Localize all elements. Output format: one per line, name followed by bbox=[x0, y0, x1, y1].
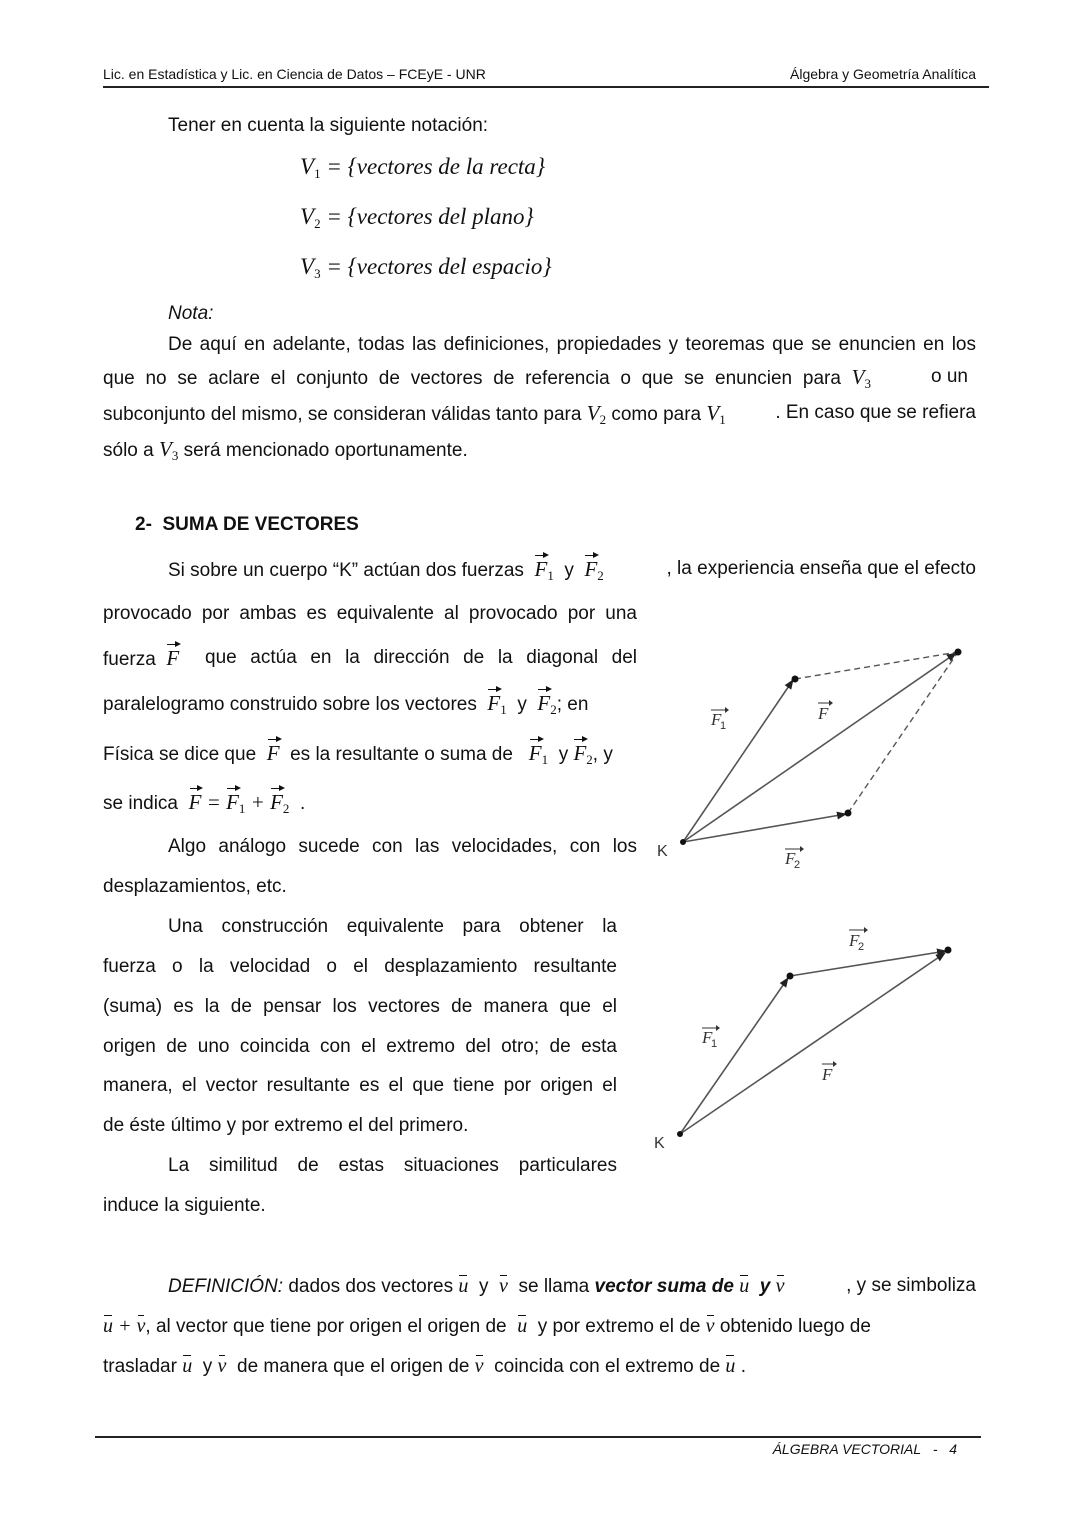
para3-line1: Una construcción equivalente para obtener la bbox=[168, 916, 617, 937]
definition-line3: trasladar u y v de manera que el origen de v coincida con el extremo de u . bbox=[103, 1355, 746, 1377]
label-f1-fig2 bbox=[701, 1025, 720, 1050]
figure-triangle bbox=[640, 915, 980, 1155]
para2-line2: desplazamientos, etc. bbox=[103, 876, 287, 897]
dashed-side-right bbox=[848, 652, 958, 813]
para3-line5: manera, el vector resultante es el que tiene por origen el bbox=[103, 1075, 617, 1096]
origin-k-label: K bbox=[657, 843, 668, 860]
para1-line5: Física se dice que F es la resultante o suma de $F_1$ y $F_2$, y bbox=[103, 741, 613, 767]
svg-text:F: F bbox=[702, 1028, 713, 1047]
para1-line4: paralelogramo construido sobre los vectores $F_1$ y $F_2$; en bbox=[103, 691, 589, 717]
svg-text:2: 2 bbox=[794, 859, 801, 871]
nota-line1: De aquí en adelante, todas las definiciones, propiedades y teoremas que se enuncien en los bbox=[168, 334, 976, 355]
header-rule bbox=[103, 86, 989, 88]
svg-text:F: F bbox=[711, 710, 722, 729]
definition-line1: DEFINICIÓN: dados dos vectores u y v se llama vector suma de u y v bbox=[168, 1275, 785, 1297]
svg-text:1: 1 bbox=[720, 720, 727, 732]
para4-line1: La similitud de estas situaciones particulares bbox=[168, 1155, 617, 1176]
section-heading: 2- SUMA DE VECTORES bbox=[135, 514, 359, 535]
svg-text:F: F bbox=[822, 1065, 833, 1084]
svg-text:F: F bbox=[849, 931, 860, 950]
page-number: 4 bbox=[949, 1441, 957, 1457]
label-f-fig1 bbox=[817, 700, 833, 723]
para1-line2: provocado por ambas es equivalente al provocado por una bbox=[103, 603, 637, 624]
para3-line4: origen de uno coincida con el extremo del otro; de esta bbox=[103, 1036, 617, 1057]
svg-text:F: F bbox=[785, 849, 796, 868]
nota-line2: que no se aclare el conjunto de vectores de referencia o que se enuncien para $V_3$ bbox=[103, 365, 871, 391]
vector-f-arrow bbox=[683, 653, 956, 842]
para3-line2: fuerza o la velocidad o el desplazamiento resultante bbox=[103, 956, 617, 977]
dashed-side-top bbox=[795, 652, 958, 679]
para3-line3: (suma) es la de pensar los vectores de manera que el bbox=[103, 996, 617, 1017]
intro-text: Tener en cuenta la siguiente notación: bbox=[168, 115, 489, 136]
vector-f2-arrow-fig2 bbox=[790, 951, 946, 976]
label-f-fig2 bbox=[821, 1061, 837, 1084]
origin-k-label-fig2: K bbox=[654, 1135, 665, 1152]
vector-f2-arrow bbox=[683, 814, 846, 842]
para1-line6: se indica $F = F_1 + F_2$ . bbox=[103, 790, 306, 816]
nota-title: Nota: bbox=[168, 303, 214, 324]
svg-text:2: 2 bbox=[858, 941, 865, 953]
nota-line4: sólo a $V_3$ será mencionado oportunamente. bbox=[103, 437, 468, 463]
para1-line3b: que actúa en la dirección de la diagonal del bbox=[205, 647, 637, 668]
label-f1-fig1 bbox=[710, 707, 729, 732]
label-f2-fig1 bbox=[784, 846, 804, 871]
nota-line3c: . En caso que se refiera bbox=[775, 402, 976, 423]
para1-line3a: fuerza F bbox=[103, 646, 180, 670]
definition-line2: u + v, al vector que tiene por origen el origen de u y por extremo el de v obtenido luego de bbox=[103, 1315, 871, 1337]
label-f2-fig2 bbox=[848, 927, 868, 953]
footer-rule bbox=[95, 1436, 981, 1438]
para3-line6: de éste último y por extremo el del primero. bbox=[103, 1115, 469, 1136]
vector-f1-arrow bbox=[683, 680, 793, 842]
para4-line2: induce la siguiente. bbox=[103, 1195, 266, 1216]
vector-f-arrow-fig2 bbox=[680, 953, 945, 1134]
svg-text:1: 1 bbox=[711, 1038, 718, 1050]
set-v2: $V_2$ = {vectores del plano} bbox=[300, 204, 534, 231]
vector-f1-arrow-fig2 bbox=[680, 978, 788, 1134]
para2-line1: Algo análogo sucede con las velocidades, con los bbox=[168, 836, 637, 857]
svg-text:F: F bbox=[818, 704, 829, 723]
figure-parallelogram bbox=[640, 630, 1000, 880]
nota-line3a: subconjunto del mismo, se consideran válidas tanto para $V_2$ como para $V_1$ bbox=[103, 401, 726, 427]
header-right: Álgebra y Geometría Analítica bbox=[790, 66, 976, 82]
header-left: Lic. en Estadística y Lic. en Ciencia de Datos – FCEyE - UNR bbox=[103, 66, 486, 82]
nota-line2-end: o un bbox=[931, 366, 968, 387]
set-v1: $V_1$ = {vectores de la recta} bbox=[300, 154, 546, 181]
para1-line1c: , la experiencia enseña que el efecto bbox=[666, 558, 976, 579]
set-v3: $V_3$ = {vectores del espacio} bbox=[300, 254, 552, 281]
definition-line1-end: , y se simboliza bbox=[846, 1275, 976, 1296]
para1-line1a: Si sobre un cuerpo “K” actúan dos fuerzas $F_1$ y $F_2$ bbox=[168, 557, 604, 583]
footer-text: ÁLGEBRA VECTORIAL - 4 bbox=[772, 1441, 957, 1457]
